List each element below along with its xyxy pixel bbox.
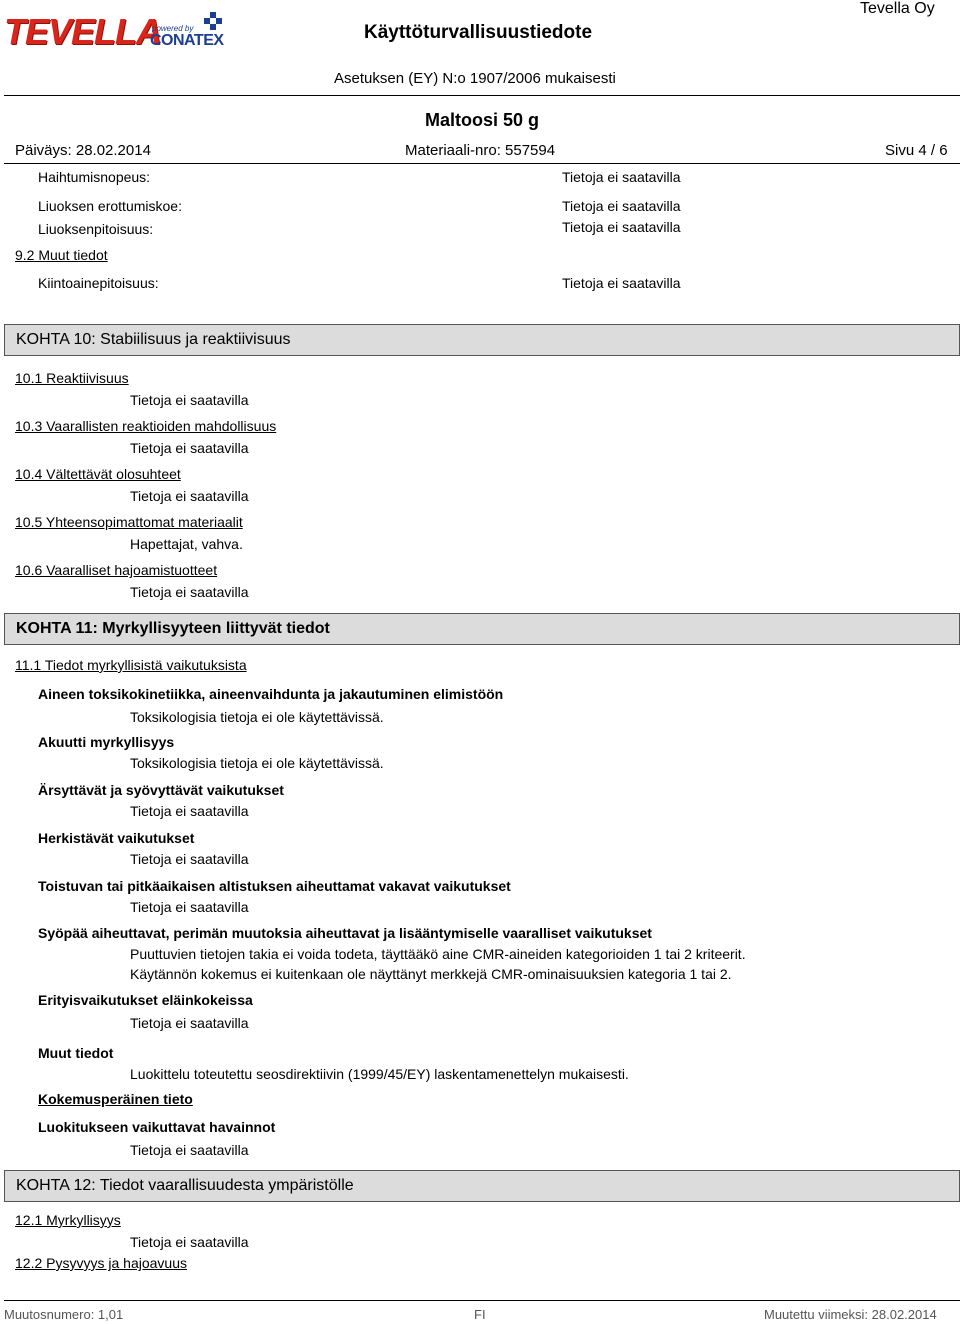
evaporation-rate-label: Haihtumisnopeus: — [38, 169, 151, 185]
regulation-text: Asetuksen (EY) N:o 1907/2006 mukaisesti — [334, 70, 616, 87]
irritant-effects-heading: Ärsyttävät ja syövyttävät vaikutukset — [38, 782, 284, 798]
subsection-11-1: 11.1 Tiedot myrkyllisistä vaikutuksista — [15, 657, 247, 673]
repeated-exposure-text: Tietoja ei saatavilla — [130, 899, 249, 915]
separation-test-label: Liuoksen erottumiskoe: — [38, 198, 182, 214]
section-12-title: KOHTA 12: Tiedot vaarallisuudesta ympäristölle — [16, 1177, 354, 1194]
solution-content-value: Tietoja ei saatavilla — [562, 219, 681, 235]
footer-divider — [4, 1300, 960, 1301]
acute-toxicity-heading: Akuutti myrkyllisyys — [38, 734, 175, 750]
header-bottom-divider — [4, 163, 960, 164]
solid-content-label: Kiintoainepitoisuus: — [38, 275, 159, 291]
subsection-10-6: 10.6 Vaaralliset hajoamistuotteet — [15, 562, 218, 578]
evaporation-rate-value: Tietoja ei saatavilla — [562, 169, 681, 185]
conatex-mark-icon — [204, 12, 222, 30]
subsection-10-6-text: Tietoja ei saatavilla — [130, 584, 249, 600]
logo-powered-by: powered by — [152, 24, 194, 33]
product-name: Maltoosi 50 g — [425, 110, 540, 130]
separation-test-value: Tietoja ei saatavilla — [562, 198, 681, 214]
subsection-10-1-text: Tietoja ei saatavilla — [130, 392, 249, 408]
sensitising-effects-heading: Herkistävät vaikutukset — [38, 830, 195, 846]
subsection-10-1: 10.1 Reaktiivisuus — [15, 370, 129, 386]
subsection-12-1-text: Tietoja ei saatavilla — [130, 1234, 249, 1250]
logo-conatex: CONATEX — [150, 32, 224, 49]
section-10-header — [4, 324, 960, 356]
cmr-effects-heading: Syöpää aiheuttavat, perimän muutoksia aiheuttavat ja lisääntymiselle vaaralliset vaikutukset — [38, 925, 652, 941]
repeated-exposure-heading: Toistuvan tai pitkäaikaisen altistuksen aiheuttamat vakavat vaikutukset — [38, 878, 511, 894]
subsection-12-1: 12.1 Myrkyllisyys — [15, 1212, 121, 1228]
language-code: FI — [474, 1307, 486, 1322]
cmr-effects-text-1: Puuttuvien tietojen takia ei voida todeta, täyttääkö aine CMR-aineiden kategorioiden 1 tai 2 kriteerit. — [130, 946, 746, 962]
animal-tests-text: Tietoja ei saatavilla — [130, 1015, 249, 1031]
last-updated: Muutettu viimeksi: 28.02.2014 — [764, 1307, 937, 1322]
subsection-10-4: 10.4 Vältettävät olosuhteet — [15, 466, 181, 482]
subsection-12-2: 12.2 Pysyvyys ja hajoavuus — [15, 1255, 187, 1271]
toxicokinetics-text: Toksikologisia tietoja ei ole käytettävissä. — [130, 709, 384, 725]
solid-content-value: Tietoja ei saatavilla — [562, 275, 681, 291]
experience-heading: Kokemusperäinen tieto — [38, 1091, 193, 1107]
subsection-10-5: 10.5 Yhteensopimattomat materiaalit — [15, 514, 243, 530]
page-number: Sivu 4 / 6 — [885, 142, 948, 159]
subsection-10-5-text: Hapettajat, vahva. — [130, 536, 243, 552]
section-11-title: KOHTA 11: Myrkyllisyyteen liittyvät tiedot — [16, 620, 330, 637]
section-10-title: KOHTA 10: Stabiilisuus ja reaktiivisuus — [16, 331, 291, 348]
classification-heading: Luokitukseen vaikuttavat havainnot — [38, 1119, 276, 1135]
subsection-10-3-text: Tietoja ei saatavilla — [130, 440, 249, 456]
company-name: Tevella Oy — [860, 0, 935, 17]
revision-number: Muutosnumero: 1,01 — [4, 1307, 124, 1322]
other-info-text: Luokittelu toteutettu seosdirektiivin (1999/45/EY) laskentamenettelyn mukaisesti. — [130, 1066, 629, 1082]
classification-text: Tietoja ei saatavilla — [130, 1142, 249, 1158]
solution-content-label: Liuoksenpitoisuus: — [38, 221, 154, 237]
section-12-header — [4, 1170, 960, 1202]
tevella-logo — [4, 10, 226, 54]
acute-toxicity-text: Toksikologisia tietoja ei ole käytettävissä. — [130, 755, 384, 771]
subsection-10-4-text: Tietoja ei saatavilla — [130, 488, 249, 504]
logo-wordmark: TEVELLA — [4, 11, 162, 52]
header-divider — [4, 95, 960, 96]
document-date: Päiväys: 28.02.2014 — [15, 142, 151, 159]
toxicokinetics-heading: Aineen toksikokinetiikka, aineenvaihdunta ja jakautuminen elimistöön — [38, 686, 504, 702]
animal-tests-heading: Erityisvaikutukset eläinkokeissa — [38, 992, 253, 1008]
cmr-effects-text-2: Käytännön kokemus ei kuitenkaan ole näyttänyt merkkejä CMR-ominaisuuksien kategoria 1 tai 2. — [130, 966, 732, 982]
material-number: Materiaali-nro: 557594 — [405, 142, 556, 159]
subsection-9-2: 9.2 Muut tiedot — [15, 247, 108, 263]
irritant-effects-text: Tietoja ei saatavilla — [130, 803, 249, 819]
other-info-heading: Muut tiedot — [38, 1045, 114, 1061]
section-11-header — [4, 613, 960, 645]
document-title: Käyttöturvallisuustiedote — [364, 22, 593, 43]
subsection-10-3: 10.3 Vaarallisten reaktioiden mahdollisuus — [15, 418, 277, 434]
sensitising-effects-text: Tietoja ei saatavilla — [130, 851, 249, 867]
